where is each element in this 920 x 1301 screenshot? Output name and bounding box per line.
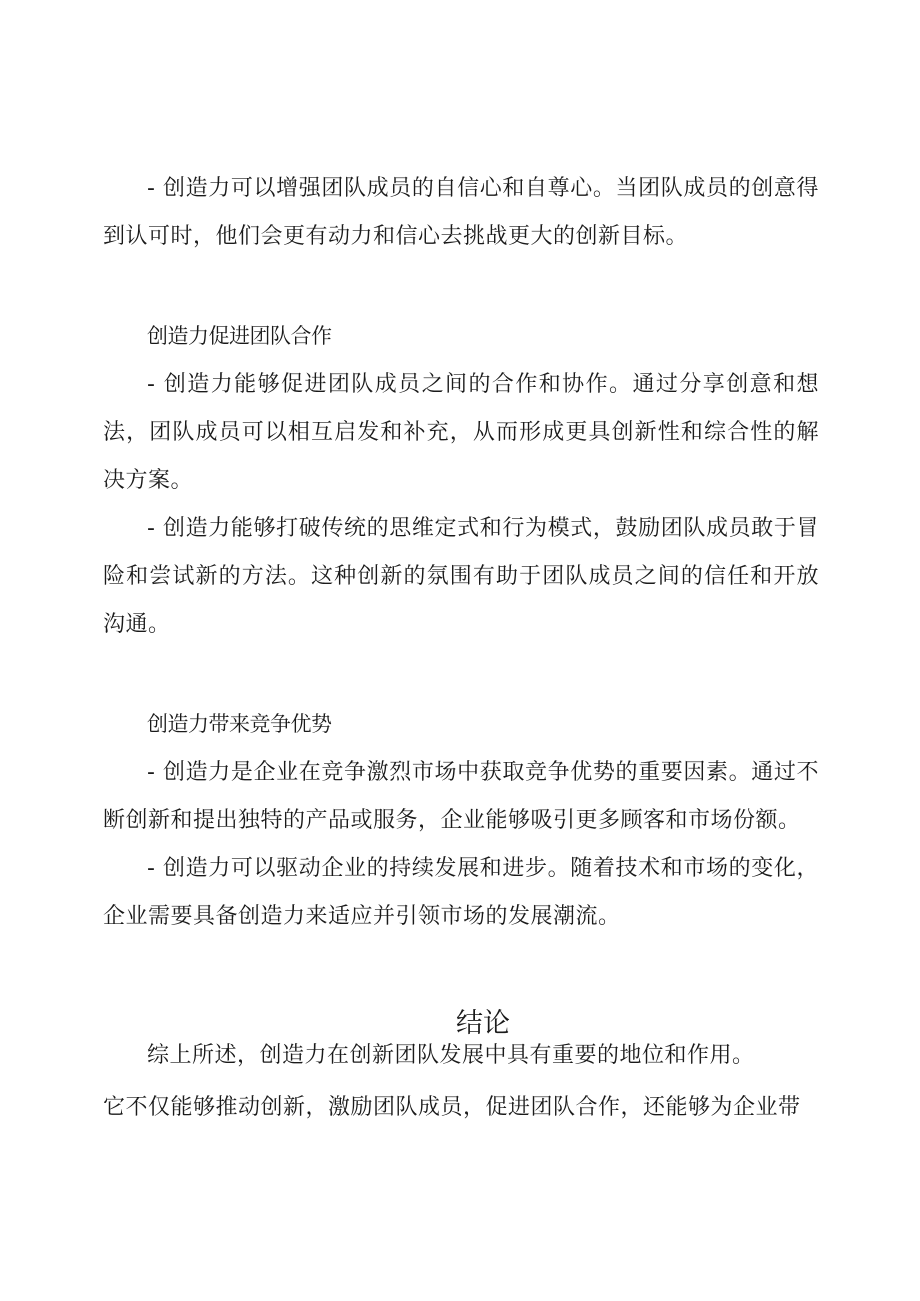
conclusion-paragraph-1: 综上所述，创造力在创新团队发展中具有重要的地位和作用。	[147, 1043, 755, 1068]
heading-competition: 创造力带来竞争优势	[147, 712, 332, 736]
paragraph-cooperation-2: - 创造力能够打破传统的思维定式和行为模式，鼓励团队成员敢于冒险和尝试新的方法。这种创新的氛围有助于团队成员之间的信任和开放沟通。	[103, 516, 819, 637]
paragraph-competition-2: - 创造力可以驱动企业的持续发展和进步。随着技术和市场的变化，企业需要具备创造力来适应并引领市场的发展潮流。	[103, 856, 819, 929]
heading-cooperation: 创造力促进团队合作	[147, 324, 332, 348]
paragraph-cooperation-1: - 创造力能够促进团队成员之间的合作和协作。通过分享创意和想法，团队成员可以相互启发和补充，从而形成更具创新性和综合性的解决方案。	[103, 372, 819, 493]
conclusion-paragraph-2: 它不仅能够推动创新，激励团队成员，促进团队合作，还能够为企业带	[103, 1095, 801, 1120]
conclusion-title: 结论	[456, 1008, 510, 1039]
paragraph-competition-1: - 创造力是企业在竞争激烈市场中获取竞争优势的重要因素。通过不断创新和提出独特的产品或服务，企业能够吸引更多顾客和市场份额。	[103, 760, 819, 833]
paragraph-confidence: - 创造力可以增强团队成员的自信心和自尊心。当团队成员的创意得到认可时，他们会更有动力和信心去挑战更大的创新目标。	[103, 176, 819, 249]
